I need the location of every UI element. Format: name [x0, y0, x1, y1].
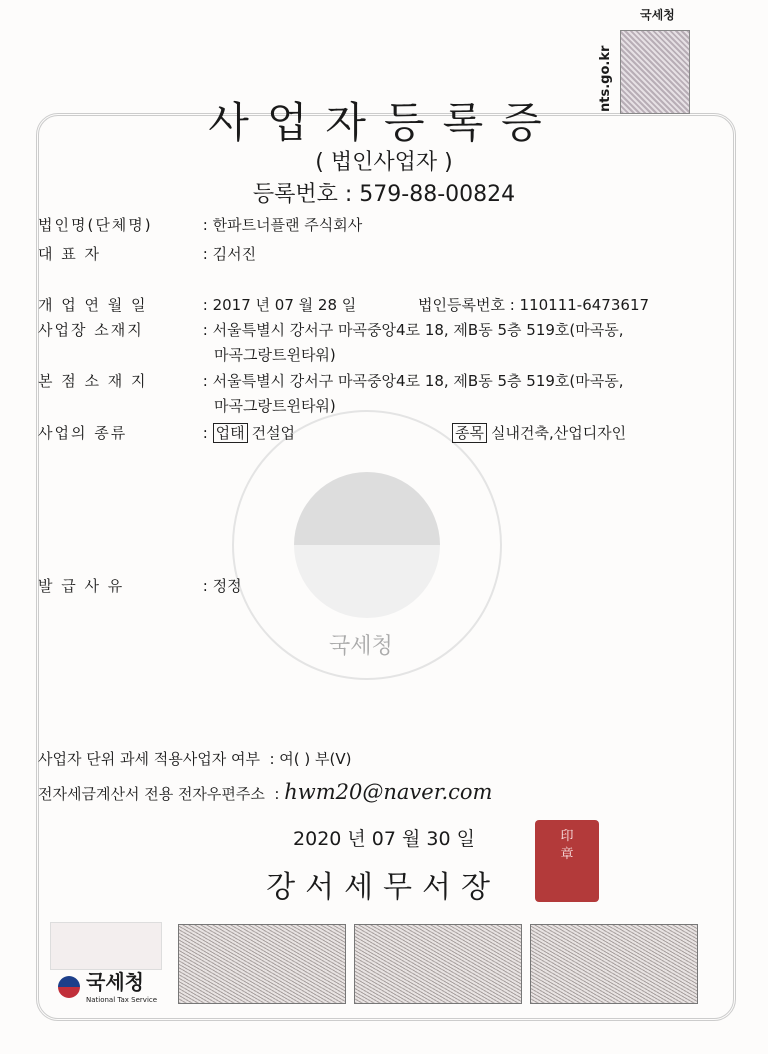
national-emblem-watermark: [232, 410, 502, 680]
issue-date: 2020 년 07 월 30 일: [293, 828, 475, 850]
hq-address-cont: 마곡그랑트윈타워): [214, 397, 336, 415]
email-handwritten: hwm20@naver.com: [284, 780, 493, 804]
label: 대 표 자: [38, 245, 102, 263]
open-date: 2017 년 07 월 28 일: [212, 296, 357, 314]
qr-label: 국세청: [640, 8, 675, 22]
corp-name: 한파트너플랜 주식회사: [212, 216, 363, 234]
security-pattern: [354, 924, 522, 1004]
label: 발 급 사 유: [38, 577, 125, 595]
business-item: 실내건축,산업디자인: [490, 424, 627, 442]
business-type: 건설업: [251, 424, 296, 442]
type-label: 업태: [213, 423, 248, 443]
label: 법인등록번호: [418, 296, 505, 314]
document-title: 사업자등록증: [208, 98, 560, 147]
label: 사업자 단위 과세 적용사업자 여부: [38, 750, 260, 768]
label: 전자세금계산서 전용 전자우편주소: [38, 785, 265, 803]
corp-reg-no: 110111-6473617: [519, 296, 650, 314]
blank-box: [50, 922, 162, 970]
nts-emblem-icon: [58, 976, 80, 998]
nts-logo-text: 국세청: [86, 970, 144, 994]
label: 사업장 소재지: [38, 321, 144, 339]
label: 법인명(단체명): [38, 216, 153, 234]
hq-address: 서울특별시 강서구 마곡중앙4로 18, 제B동 5층 519호(마곡동,: [212, 372, 624, 390]
qr-site: nts.go.kr: [598, 45, 613, 112]
unit-tax-value: 여( ) 부(V): [279, 750, 352, 768]
security-pattern: [178, 924, 346, 1004]
issuing-office: 강서세무서장: [266, 870, 500, 905]
business-address-cont: 마곡그랑트윈타워): [214, 346, 336, 364]
representative: 김서진: [212, 245, 257, 263]
document-subtitle: ( 법인사업자 ): [315, 150, 453, 175]
label: 개 업 연 월 일: [38, 296, 148, 314]
business-registration-certificate: 국세청 국세청 nts.go.kr 사업자등록증 ( 법인사업자 ) 등록번호 : 579-88-00824 법인명(단체명) : 한파트너플랜 주식회사 대 표 자 : 김서진 개 업 연 월 일 : 2017 년 07 월 28 일 법인등록번호 : 110111-6473617 사업장 소재지 : 서울특별시 강서구 마곡중앙4로 18, 제B동 5층 519호(마곡동, 마곡그랑트윈타워) 본 점 소 재 지 : 서울특별시 강서구 마곡중앙4로 18, 제B동 5층 519호(마곡동, 마곡그랑트윈타워) 사업의 종류 : 업태 건설업 종목 실내건축,산업디자인 발 급 사 유 : 정정 사업자 단위 과세 적용사업자 여부 : 여( ) 부(V) 전자세금계산서 전용 전자우편주소 : hwm20@naver.com 2020 년 07 월 30 일 강서세무서장 印 章 국세청 National Tax Service: [0, 0, 768, 1054]
label: 본 점 소 재 지: [38, 372, 148, 390]
watermark-text: 국세청: [329, 634, 393, 659]
business-address: 서울특별시 강서구 마곡중앙4로 18, 제B동 5층 519호(마곡동,: [212, 321, 624, 339]
official-seal: 印 章: [535, 820, 599, 902]
issue-reason: 정정: [212, 577, 242, 595]
security-pattern: [530, 924, 698, 1004]
nts-logo-sub: National Tax Service: [86, 996, 158, 1004]
label: 사업의 종류: [38, 424, 128, 442]
registration-number: 등록번호 : 579-88-00824: [252, 182, 516, 207]
item-label: 종목: [452, 423, 487, 443]
